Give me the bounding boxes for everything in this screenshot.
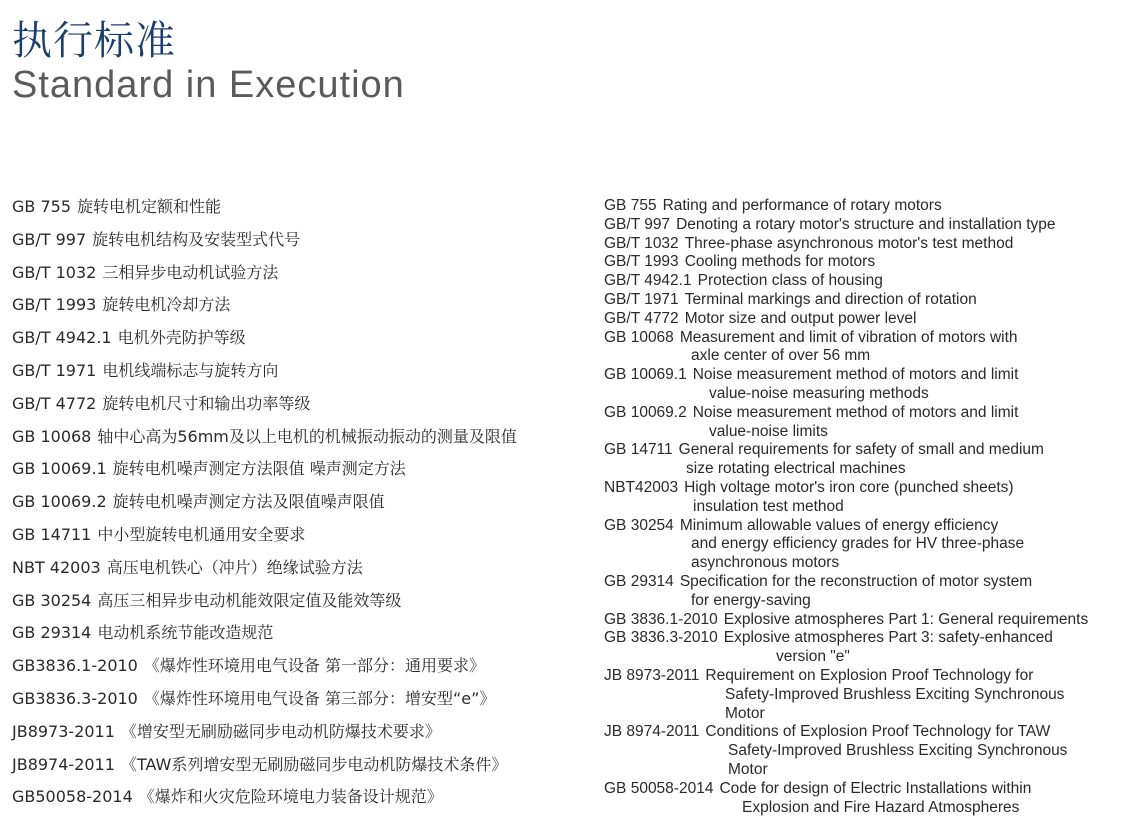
- standard-code: NBT42003: [604, 478, 679, 496]
- standard-code: GB/T 997: [12, 229, 87, 249]
- list-item: [604, 441, 1124, 479]
- list-item: [12, 261, 592, 294]
- standard-code: GB 10068: [12, 426, 92, 446]
- list-item: [12, 293, 592, 326]
- list-item: [12, 195, 592, 228]
- standard-description-continued: axle center of over 56 mm: [691, 347, 871, 365]
- standard-code: GB 30254: [604, 516, 674, 534]
- standard-description: Motor size and output power level: [684, 309, 917, 327]
- standard-code: GB/T 4942.1: [604, 272, 692, 290]
- standard-description: Explosive atmospheres Part 1: General requirements: [723, 610, 1089, 628]
- list-item: [604, 667, 1124, 723]
- standard-name: 旋转电机冷却方法: [102, 295, 231, 315]
- standard-code: GB 14711: [604, 441, 673, 459]
- list-item: [12, 785, 592, 818]
- list-item: [604, 611, 1124, 630]
- standard-name: 旋转电机尺寸和输出功率等级: [102, 393, 311, 413]
- standard-description: Noise measurement method of motors and limit: [692, 403, 1019, 421]
- list-item: [12, 228, 592, 261]
- list-item: [604, 235, 1124, 254]
- standard-code: GB/T 4772: [12, 393, 97, 413]
- standard-code: GB/T 1971: [604, 290, 679, 308]
- standard-description: Denoting a rotary motor's structure and installation type: [676, 215, 1056, 233]
- standard-description: Three-phase asynchronous motor's test method: [684, 234, 1014, 252]
- standard-code: GB 10069.1: [604, 366, 687, 384]
- standard-code: GB/T 1993: [12, 295, 97, 315]
- standard-name: 旋转电机噪声测定方法限值 噪声测定方法: [112, 459, 406, 479]
- list-item: [12, 392, 592, 425]
- standard-code: GB 10069.1: [12, 459, 107, 479]
- standard-description-continued: Motor: [728, 760, 768, 778]
- standard-description: Requirement on Explosion Proof Technology for: [705, 666, 1034, 684]
- standard-description-continued: value-noise limits: [709, 422, 828, 440]
- standard-description: Specification for the reconstruction of motor system: [679, 572, 1033, 590]
- list-item: [604, 517, 1124, 573]
- standard-description-continued: Explosion and Fire Hazard Atmospheres: [742, 798, 1020, 816]
- standard-name: 电动机系统节能改造规范: [97, 623, 274, 643]
- standard-code: JB 8973-2011: [604, 666, 700, 684]
- standard-description-continued: and energy efficiency grades for HV three-phase: [691, 535, 1025, 553]
- standard-code: GB/T 1993: [604, 253, 679, 271]
- standard-name: 电机外壳防护等级: [117, 328, 246, 348]
- standard-code: GB 10068: [604, 328, 674, 346]
- standard-code: GB 755: [604, 197, 657, 214]
- list-item: [12, 753, 592, 786]
- standard-code: GB3836.3-2010: [12, 688, 138, 708]
- standard-description: Measurement and limit of vibration of motors with: [679, 328, 1018, 346]
- page-title-en: Standard in Execution: [12, 64, 405, 106]
- list-item: [12, 720, 592, 753]
- standard-description: Explosive atmospheres Part 3: safety-enhanced: [723, 629, 1053, 647]
- standard-description-continued: for energy-saving: [691, 591, 811, 609]
- list-item: [12, 425, 592, 458]
- list-item: [12, 523, 592, 556]
- list-item: [604, 310, 1124, 329]
- list-item: [12, 654, 592, 687]
- standard-code: JB8974-2011: [12, 754, 115, 774]
- list-item: [12, 490, 592, 523]
- standard-code: GB 50058-2014: [604, 779, 714, 797]
- standard-description-continued: version "e": [776, 648, 850, 666]
- standard-description-continued: value-noise measuring methods: [709, 384, 929, 402]
- list-item: [12, 457, 592, 490]
- standard-code: GB/T 1032: [12, 262, 97, 282]
- standard-name: 《增安型无刷励磁同步电动机防爆技术要求》: [120, 721, 441, 741]
- standard-code: GB 10069.2: [12, 492, 107, 512]
- list-item: [604, 404, 1124, 442]
- list-item: [604, 272, 1124, 291]
- list-item: [604, 573, 1124, 611]
- standard-name: 轴中心高为56mm及以上电机的机械振动振动的测量及限值: [97, 426, 517, 446]
- standard-name: 《爆炸和火灾危险环境电力装备设计规范》: [138, 787, 443, 807]
- list-item: [604, 723, 1124, 779]
- standard-description: General requirements for safety of small and medium: [678, 441, 1044, 459]
- standard-code: GB/T 1971: [12, 360, 97, 380]
- list-item: [604, 216, 1124, 235]
- standard-name: 《爆炸性环境用电气设备 第三部分：增安型“e”》: [143, 688, 496, 708]
- standard-name: 中小型旋转电机通用安全要求: [97, 524, 306, 544]
- list-item: [12, 687, 592, 720]
- list-item: [604, 479, 1124, 517]
- page-title-cn: 执行标准: [12, 18, 176, 64]
- standard-code: JB 8974-2011: [604, 723, 700, 741]
- standards-list-chinese: [12, 195, 592, 818]
- standard-code: GB 29314: [604, 572, 674, 590]
- standard-description: Conditions of Explosion Proof Technology for TAW: [705, 723, 1051, 741]
- standard-description: Noise measurement method of motors and limit: [692, 366, 1019, 384]
- standard-description: Terminal markings and direction of rotation: [684, 290, 977, 308]
- standard-code: GB 14711: [12, 524, 92, 544]
- standard-code: GB 10069.2: [604, 403, 687, 421]
- standard-description-continued: size rotating electrical machines: [686, 460, 906, 478]
- standard-description: Cooling methods for motors: [684, 253, 876, 271]
- list-item: [12, 556, 592, 589]
- standard-code: GB 3836.1-2010: [604, 610, 718, 628]
- list-item: [12, 589, 592, 622]
- standard-description-continued: Safety-Improved Brushless Exciting Synchronous: [725, 685, 1065, 703]
- standard-name: 高压三相异步电动机能效限定值及能效等级: [97, 590, 402, 610]
- standard-description-continued: Safety-Improved Brushless Exciting Synchronous: [728, 742, 1068, 760]
- standard-code: NBT 42003: [12, 557, 101, 577]
- title-block: [12, 18, 405, 106]
- list-item: [604, 253, 1124, 272]
- standard-description-continued: insulation test method: [693, 497, 844, 515]
- standard-description: High voltage motor's iron core (punched sheets): [684, 478, 1014, 496]
- standard-code: GB 29314: [12, 623, 92, 643]
- standard-code: GB50058-2014: [12, 787, 133, 807]
- standard-description: Code for design of Electric Installations within: [719, 779, 1032, 797]
- standard-code: GB3836.1-2010: [12, 656, 138, 676]
- standard-name: 旋转电机噪声测定方法及限值噪声限值: [112, 492, 385, 512]
- standard-code: GB/T 1032: [604, 234, 679, 252]
- standard-name: 《TAW系列增安型无刷励磁同步电动机防爆技术条件》: [120, 754, 508, 774]
- standard-description: Rating and performance of rotary motors: [662, 197, 942, 214]
- list-item: [12, 359, 592, 392]
- standard-name: 高压电机铁心（冲片）绝缘试验方法: [106, 557, 363, 577]
- list-item: [604, 629, 1124, 667]
- standard-code: GB/T 997: [604, 215, 671, 233]
- list-item: [604, 366, 1124, 404]
- standard-description: Protection class of housing: [697, 272, 883, 290]
- standard-code: JB8973-2011: [12, 721, 115, 741]
- standard-name: 电机线端标志与旋转方向: [102, 360, 279, 380]
- standard-description-continued: asynchronous motors: [691, 554, 840, 572]
- standard-code: GB 755: [12, 197, 71, 216]
- standard-name: 三相异步电动机试验方法: [102, 262, 279, 282]
- standards-list-english: [604, 197, 1124, 817]
- standard-code: GB/T 4942.1: [12, 328, 112, 348]
- standard-name: 《爆炸性环境用电气设备 第一部分：通用要求》: [143, 656, 485, 676]
- list-item: [604, 291, 1124, 310]
- list-item: [604, 780, 1124, 818]
- standard-code: GB/T 4772: [604, 309, 679, 327]
- list-item: [12, 621, 592, 654]
- list-item: [604, 329, 1124, 367]
- standard-code: GB 30254: [12, 590, 92, 610]
- list-item: [604, 197, 1124, 216]
- standard-description-continued: Motor: [725, 704, 765, 722]
- standard-name: 旋转电机结构及安装型式代号: [92, 229, 301, 249]
- standard-description: Minimum allowable values of energy efficiency: [679, 516, 999, 534]
- standard-code: GB 3836.3-2010: [604, 629, 718, 647]
- list-item: [12, 326, 592, 359]
- standard-name: 旋转电机定额和性能: [77, 197, 222, 216]
